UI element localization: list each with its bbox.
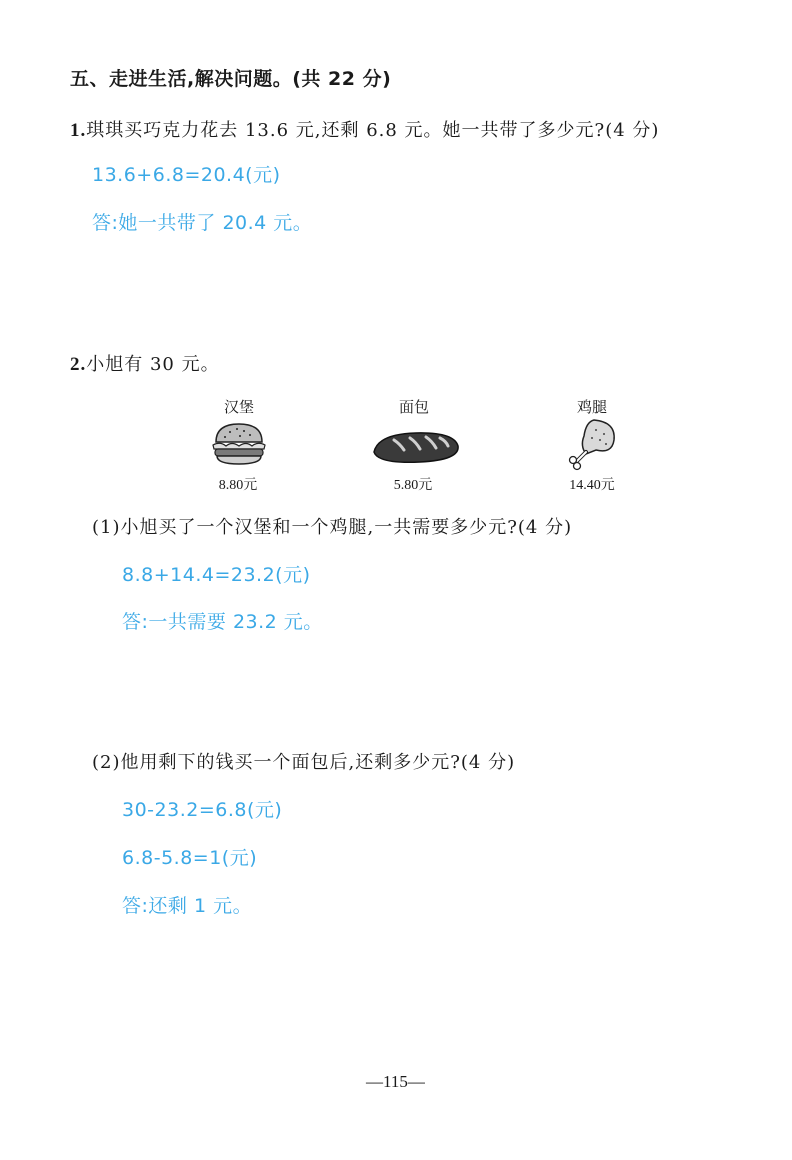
sub2-answer-equation-1: 30-23.2=6.8(元) — [122, 799, 283, 821]
page-number: —115— — [366, 1072, 425, 1091]
subquestion-1: (1)小旭买了一个汉堡和一个鸡腿,一共需要多少元?(4 分) — [92, 517, 573, 538]
q1-answer-equation: 13.6+6.8=20.4(元) — [92, 164, 281, 186]
subquestion-2: (2)他用剩下的钱买一个面包后,还剩多少元?(4 分) — [92, 752, 516, 773]
sub2-answer-statement: 答:还剩 1 元。 — [122, 895, 253, 917]
sub2-answer-equation-2: 6.8-5.8=1(元) — [122, 847, 258, 869]
price-bread: 5.80元 — [393, 478, 433, 493]
chicken-leg-icon — [566, 416, 620, 472]
item-label-chicken-leg: 鸡腿 — [576, 398, 607, 416]
item-label-bread: 面包 — [398, 398, 429, 416]
section-title: 五、走进生活,解决问题。(共 22 分) — [70, 68, 392, 90]
item-label-hamburger: 汉堡 — [223, 398, 254, 416]
price-hamburger: 8.80元 — [218, 478, 258, 493]
sub1-answer-statement: 答:一共需要 23.2 元。 — [122, 611, 323, 633]
question-2 — [70, 350, 220, 376]
q1-answer-statement: 答:她一共带了 20.4 元。 — [92, 212, 313, 234]
sub1-answer-equation: 8.8+14.4=23.2(元) — [122, 564, 311, 586]
question-1-text: 琪琪买巧克力花去 13.6 元,还剩 6.8 元。她一共带了多少元?(4 分) — [86, 120, 660, 141]
question-1 — [70, 116, 659, 142]
question-1-number: 1. — [70, 120, 87, 141]
hamburger-icon — [210, 420, 268, 468]
question-2-number: 2. — [70, 354, 87, 375]
price-chicken-leg: 14.40元 — [569, 478, 615, 493]
bread-icon — [370, 428, 462, 466]
question-2-text: 小旭有 30 元。 — [86, 354, 220, 375]
